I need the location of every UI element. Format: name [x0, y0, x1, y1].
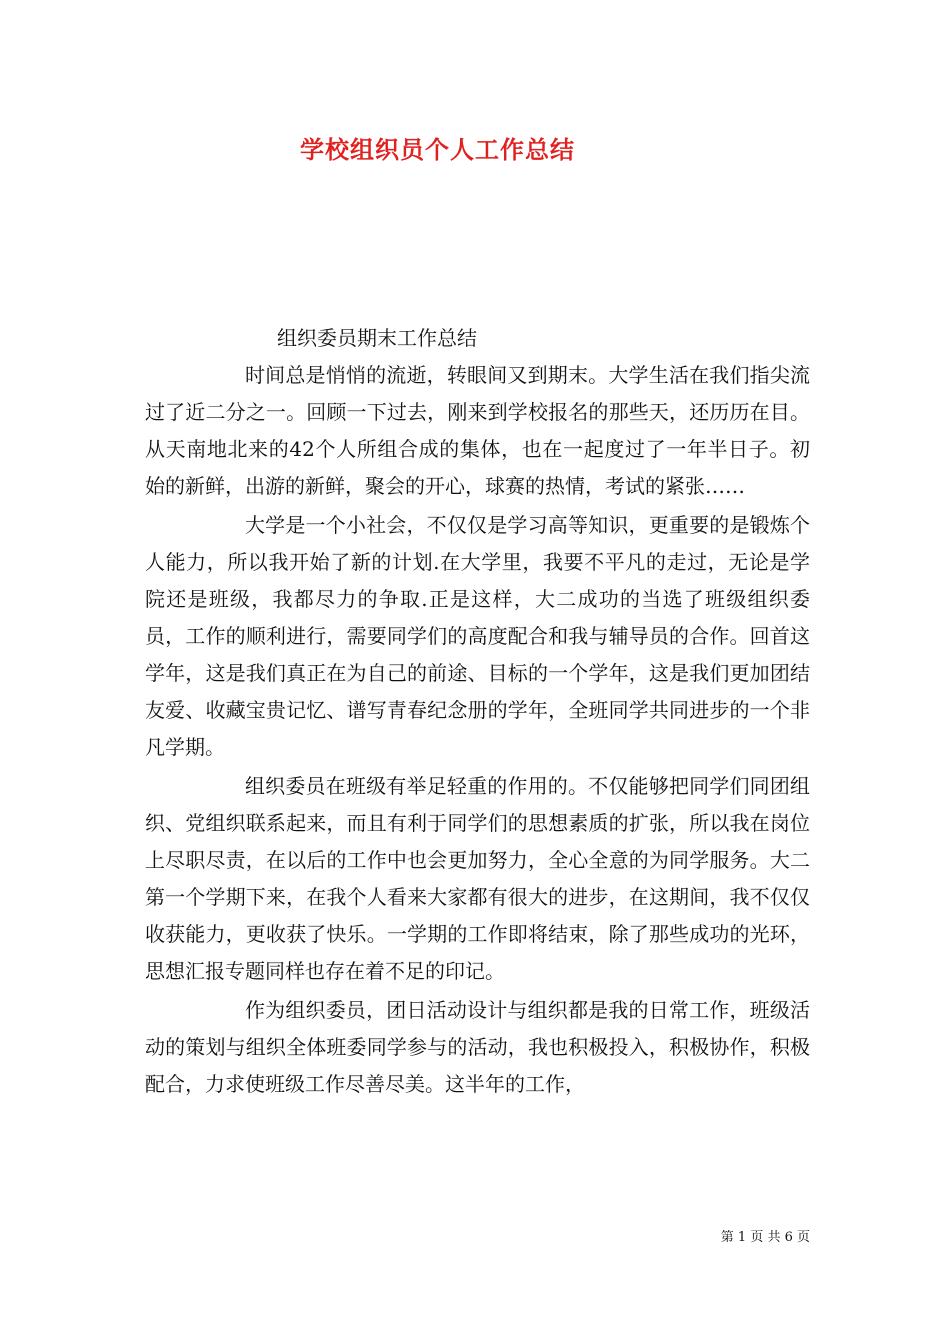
page-number-footer: 第 1 页 共 6 页 [720, 1230, 810, 1245]
paragraph-2: 大学是一个小社会，不仅仅是学习高等知识，更重要的是锻炼个人能力，所以我开始了新的计划.在大学里，我要不平凡的走过，无论是学院还是班级，我都尽力的争取.正是这样，大二成功的当选了班级组织委员，工作的顺利进行，需要同学们的高度配合和我与辅导员的合作。回首这学年，这是我们真正在为自己的前途、目标的一个学年，这是我们更加团结友爱、收藏宝贵记忆、谱写青春纪念册的学年，全班同学共同进步的一个非凡学期。 [145, 513, 810, 759]
document-title: 学校组织员个人工作总结 [300, 135, 575, 164]
paragraph-1: 时间总是悄悄的流逝，转眼间又到期末。大学生活在我们指尖流过了近二分之一。回顾一下过去，刚来到学校报名的那些天，还历历在目。从天南地北来的42个人所组合成的集体，也在一起度过了一年半日子。初始的新鲜，出游的新鲜，聚会的开心，球赛的热情，考试的紧张…… [145, 363, 810, 498]
document-body [145, 320, 810, 1103]
document-subtitle: 组织委员期末工作总结 [277, 326, 477, 350]
paragraph-4: 作为组织委员，团日活动设计与组织都是我的日常工作，班级活动的策划与组织全体班委同学参与的活动，我也积极投入，积极协作，积极配合，力求使班级工作尽善尽美。这半年的工作， [145, 998, 810, 1096]
paragraph-3: 组织委员在班级有举足轻重的作用的。不仅能够把同学们同团组织、党组织联系起来，而且有利于同学们的思想素质的扩张，所以我在岗位上尽职尽责，在以后的工作中也会更加努力，全心全意的为同学服务。大二第一个学期下来，在我个人看来大家都有很大的进步，在这期间，我不仅仅收获能力，更收获了快乐。一学期的工作即将结束，除了那些成功的光环，思想汇报专题同样也存在着不足的印记。 [145, 774, 810, 983]
